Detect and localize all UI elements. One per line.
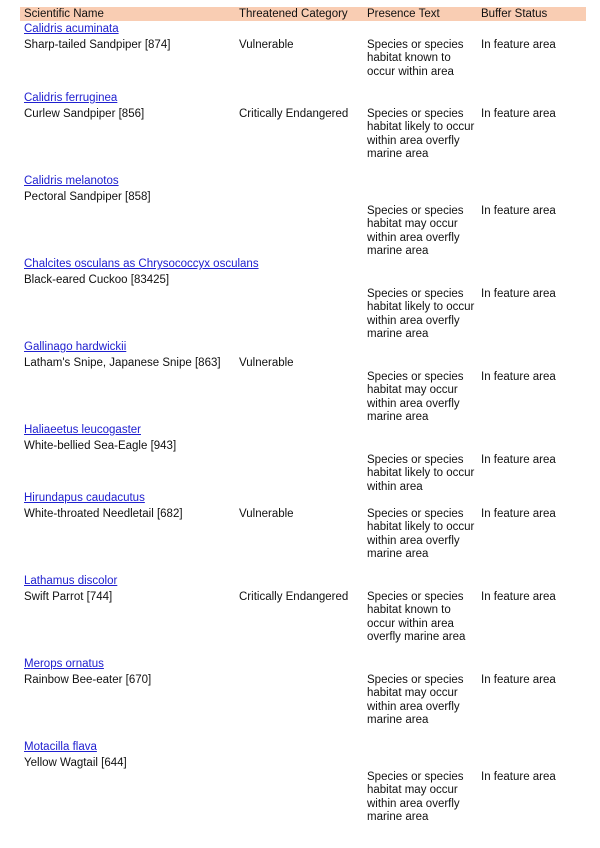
common-name: Rainbow Bee-eater [670] bbox=[24, 674, 152, 686]
species-link[interactable]: Chalcites osculans as Chrysococcyx osculans bbox=[24, 258, 259, 270]
species-link[interactable]: Calidris melanotos bbox=[24, 175, 119, 187]
buffer-status: In feature area bbox=[481, 371, 556, 383]
common-name: Latham's Snipe, Japanese Snipe [863] bbox=[24, 357, 221, 369]
presence-text: Species or species habitat known to occur within area bbox=[367, 39, 464, 78]
header-buffer-status: Buffer Status bbox=[481, 8, 548, 20]
presence-text: Species or species habitat may occur within area overfly marine area bbox=[367, 205, 464, 258]
presence-text: Species or species habitat may occur within area overfly marine area bbox=[367, 771, 464, 824]
buffer-status: In feature area bbox=[481, 39, 556, 51]
buffer-status: In feature area bbox=[481, 108, 556, 120]
common-name: White-bellied Sea-Eagle [943] bbox=[24, 440, 177, 452]
buffer-status: In feature area bbox=[481, 454, 556, 466]
common-name: Black-eared Cuckoo [83425] bbox=[24, 274, 170, 286]
buffer-status: In feature area bbox=[481, 674, 556, 686]
species-link[interactable]: Merops ornatus bbox=[24, 658, 104, 670]
threatened-category: Vulnerable bbox=[239, 508, 294, 520]
presence-text: Species or species habitat may occur within area overfly marine area bbox=[367, 371, 464, 424]
presence-text: Species or species habitat likely to occur within area overfly marine area bbox=[367, 508, 475, 561]
threatened-category: Vulnerable bbox=[239, 39, 294, 51]
header-presence-text: Presence Text bbox=[367, 8, 440, 20]
species-link[interactable]: Hirundapus caudacutus bbox=[24, 492, 145, 504]
species-link[interactable]: Calidris ferruginea bbox=[24, 92, 118, 104]
common-name: White-throated Needletail [682] bbox=[24, 508, 183, 520]
common-name: Sharp-tailed Sandpiper [874] bbox=[24, 39, 171, 51]
species-link[interactable]: Gallinago hardwickii bbox=[24, 341, 127, 353]
species-link[interactable]: Haliaeetus leucogaster bbox=[24, 424, 141, 436]
species-link[interactable]: Motacilla flava bbox=[24, 741, 97, 753]
buffer-status: In feature area bbox=[481, 508, 556, 520]
presence-text: Species or species habitat likely to occur within area overfly marine area bbox=[367, 108, 475, 161]
presence-text: Species or species habitat likely to occur within area overfly marine area bbox=[367, 288, 475, 341]
presence-text: Species or species habitat likely to occur within area bbox=[367, 454, 475, 493]
buffer-status: In feature area bbox=[481, 288, 556, 300]
common-name: Curlew Sandpiper [856] bbox=[24, 108, 145, 120]
header-threatened-category: Threatened Category bbox=[239, 8, 348, 20]
presence-text: Species or species habitat known to occur within area overfly marine area bbox=[367, 591, 466, 644]
common-name: Swift Parrot [744] bbox=[24, 591, 113, 603]
common-name: Yellow Wagtail [644] bbox=[24, 757, 127, 769]
presence-text: Species or species habitat may occur within area overfly marine area bbox=[367, 674, 464, 727]
species-link[interactable]: Calidris acuminata bbox=[24, 23, 119, 35]
threatened-category: Critically Endangered bbox=[239, 108, 349, 120]
threatened-category: Vulnerable bbox=[239, 357, 294, 369]
threatened-category: Critically Endangered bbox=[239, 591, 349, 603]
table-header bbox=[20, 7, 586, 21]
common-name: Pectoral Sandpiper [858] bbox=[24, 191, 151, 203]
buffer-status: In feature area bbox=[481, 771, 556, 783]
buffer-status: In feature area bbox=[481, 591, 556, 603]
buffer-status: In feature area bbox=[481, 205, 556, 217]
species-link[interactable]: Lathamus discolor bbox=[24, 575, 118, 587]
header-scientific-name: Scientific Name bbox=[24, 8, 104, 20]
